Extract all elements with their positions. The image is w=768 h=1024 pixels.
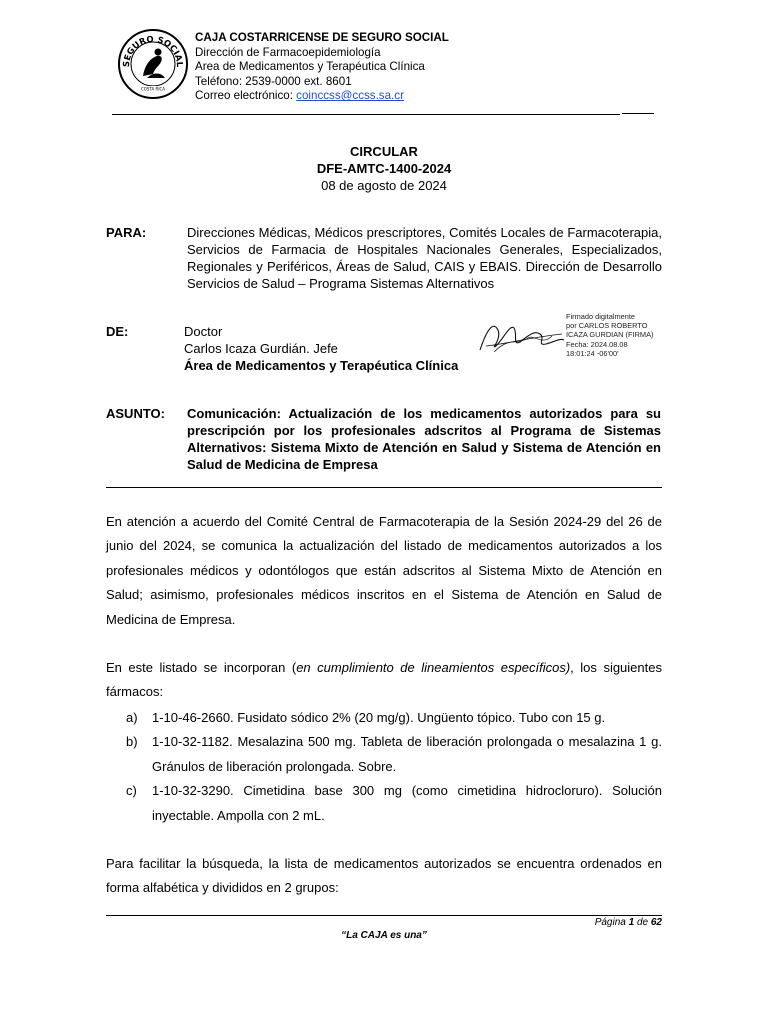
list-item-text: 1-10-32-3290. Cimetidina base 300 mg (como cimetidina hidrocloruro). Solución inyectable. Ampolla con 2 mL. [152, 783, 662, 823]
header-line-department: Dirección de Farmacoepidemiología [195, 45, 381, 59]
de-label: DE: [106, 324, 129, 339]
body-paragraph-1: En atención a acuerdo del Comité Central de Farmacoterapia de la Sesión 2024-29 del 26 de junio del 2024, se comunica la actualización del listado de medicamentos autorizados a los profesionales médicos y odontólogos que están adscritos al Sistema Mixto de Atención en Salud; asimismo, profesionales médicos inscritos en el Sistema de Atención en Salud de Medicina de Empresa. [106, 514, 662, 627]
list-item-text: 1-10-32-1182. Mesalazina 500 mg. Tableta de liberación prolongada o mesalazina 1 g. Gránulos de liberación prolongada. Sobre. [152, 734, 662, 774]
document-date: 08 de agosto de 2024 [321, 178, 447, 193]
sender-unit: Área de Medicamentos y Terapéutica Clínica [184, 358, 459, 373]
footer-motto: “La CAJA es una” [341, 930, 427, 941]
page-number [500, 917, 662, 928]
list-marker: a) [126, 710, 138, 725]
medication-list [126, 706, 662, 828]
list-marker: c) [126, 783, 137, 799]
asunto-label: ASUNTO: [106, 406, 165, 421]
signature-note-line: Fecha: 2024.08.08 [566, 339, 628, 349]
sender-block [184, 323, 484, 374]
page-current: 1 [628, 917, 635, 928]
document-kind: CIRCULAR [350, 144, 418, 159]
paragraph-italic-text: en cumplimiento de lineamientos específicos) [296, 660, 571, 675]
header-line-area: Area de Medicamentos y Terapéutica Clínica [195, 60, 425, 74]
email-label: Correo electrónico: [195, 89, 297, 103]
email-link[interactable]: coinccss@ccss.sa.cr [296, 89, 404, 103]
signature-note-line: Firmado digitalmente [566, 312, 636, 321]
body-paragraph-3: Para facilitar la búsqueda, la lista de medicamentos autorizados se encuentra ordenados en forma alfabética y divididos en 2 grupos: [106, 856, 662, 896]
page-word: Página [594, 917, 629, 928]
document-code: DFE-AMTC-1400-2024 [316, 161, 452, 176]
subject-text: Comunicación: Actualización de los medicamentos autorizados para su prescripción por los profesionales adscritos al Programa de Sistemas Alternativos: Sistema Mixto de Atención en Salud y Sistema de Atención en Salud de Medicina de Empresa [187, 406, 661, 472]
section-divider [106, 487, 662, 488]
ccss-seal-logo [117, 28, 189, 100]
list-item [126, 730, 662, 779]
svg-text:SEGURO SOCIAL: SEGURO SOCIAL [121, 34, 185, 68]
handwritten-signature [476, 316, 566, 360]
header-divider-short [622, 113, 654, 114]
header-line-email [195, 89, 575, 104]
page-total: 62 [650, 917, 662, 928]
paragraph-text: , los siguientes fármacos: [106, 660, 662, 700]
list-item-text: 1-10-46-2660. Fusidato sódico 2% (20 mg/g). Ungüento tópico. Tubo con 15 g. [152, 710, 606, 725]
sender-title: Doctor [184, 324, 223, 339]
header-line-phone: Teléfono: 2539-0000 ext. 8601 [195, 74, 352, 88]
document-title-block [0, 143, 768, 194]
list-item [126, 779, 662, 828]
paragraph-text: En este listado se incorporan ( [106, 660, 297, 675]
svg-text:COSTA RICA: COSTA RICA [140, 86, 166, 92]
para-recipients: Direcciones Médicas, Médicos prescriptores, Comités Locales de Farmacoterapia, Servicios de Farmacia de Hospitales Nacionales Generales, Especializados, Regionales y Periféricos, Áreas de Salud, CAIS y EBAIS. Dirección de Desarrollo Servicios de Salud – Programa Sistemas Alternativos [187, 225, 662, 291]
list-item [126, 706, 662, 730]
footer-divider [106, 915, 662, 916]
page-of: de [634, 917, 651, 928]
sender-name: Carlos Icaza Gurdián. Jefe [184, 341, 338, 356]
digital-signature-note [566, 312, 676, 358]
organization-name: CAJA COSTARRICENSE DE SEGURO SOCIAL [195, 31, 449, 44]
signature-note-line: 18:01:24 -06'00' [566, 348, 619, 358]
header-block [195, 31, 575, 104]
body-paragraph-2 [106, 656, 662, 705]
header-divider [112, 114, 620, 115]
para-label: PARA: [106, 225, 147, 240]
signature-note-line: por CARLOS ROBERTO [566, 321, 648, 331]
list-marker: b) [126, 734, 138, 750]
signature-note-line: ICAZA GURDIAN (FIRMA) [566, 330, 654, 340]
